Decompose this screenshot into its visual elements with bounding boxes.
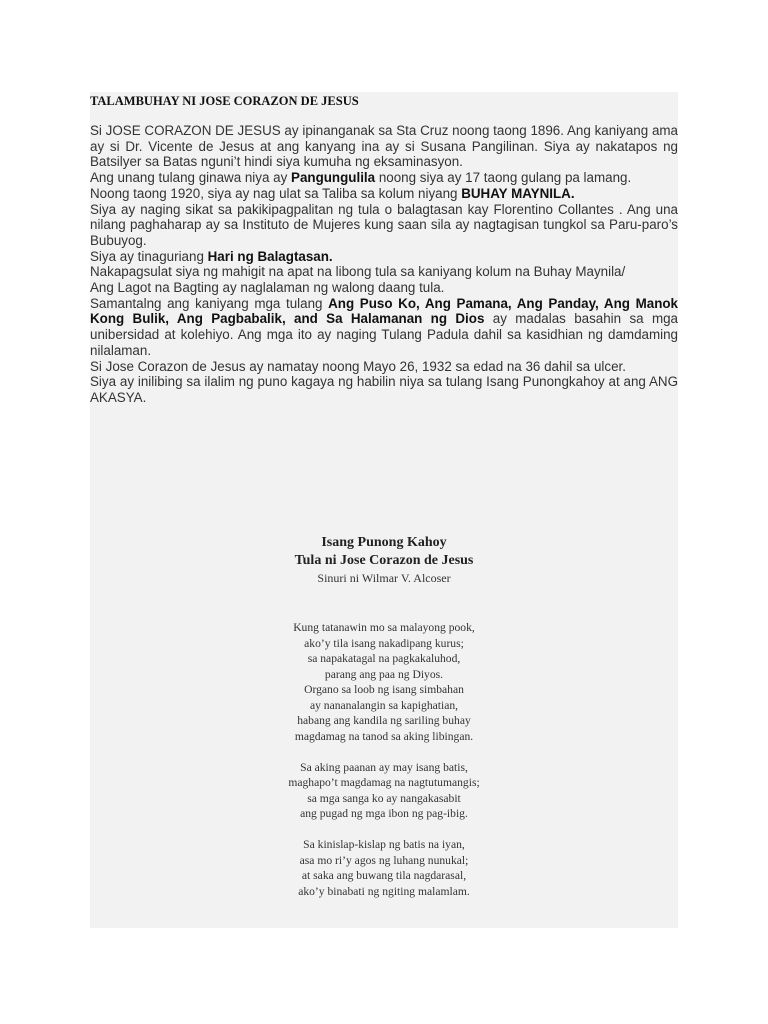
poem-title: Isang Punong Kahoy [321,535,447,550]
poem-stanza [90,837,678,899]
bio-paragraph: Si Jose Corazon de Jesus ay namatay noong Mayo 26, 1932 sa edad na 36 dahil sa ulcer. [90,358,626,374]
bio-bold-text: BUHAY MAYNILA. [461,185,575,201]
poem-line: Sa kinislap-kislap ng batis na iyan, [303,838,465,851]
biography-title: TALAMBUHAY NI JOSE CORAZON DE JESUS [90,94,359,108]
poem-line: ako’y binabati ng ngiting malamlam. [298,884,470,898]
poem-line: habang ang kandila ng sariling buhay [297,714,471,727]
bio-paragraph: Si JOSE CORAZON DE JESUS ay ipinanganak sa Sta Cruz noong taong 1896. Ang kaniyang ama ay si Dr. Vicente de Jesus at ang kanyang ina ay si Susana Pangilinan. Siya ay nakatapos ng Batsilyer sa Batas nguni’t hindi siya kumuha ng eksaminasyon. [90,123,678,170]
bio-paragraph [90,249,678,265]
poem-subtitle: Tula ni Jose Corazon de Jesus [294,553,474,568]
poem-line: maghapo’t magdamag na nagtutumangis; [288,776,480,789]
bio-text: Noong taong 1920, siya ay nag ulat sa Taliba sa kolum niyang [90,185,462,201]
poem-line: ako’y tila isang nakadipang kurus; [304,636,464,650]
bio-paragraph: Nakapagsulat siya ng mahigit na apat na libong tula sa kaniyang kolum na Buhay Maynila/ [90,264,626,280]
poem-stanzas [90,620,678,899]
bio-paragraph: Siya ay naging sikat sa pakikipagpalitan ng tula o balagtasan kay Florentino Collantes . Ang una nilang paghaharap ay sa Instituto de Mujeres kung saan sila ay nagtagisan tungkol sa Paru-paro’s Bubuyog. [90,201,678,248]
poem-line: Kung tatanawin mo sa malayong pook, [293,621,475,634]
bio-text: Ang unang tulang ginawa niya ay [90,170,292,186]
bio-paragraph [90,170,678,186]
bio-text: noong siya ay 17 taong gulang pa lamang. [375,170,632,186]
poem-line: Sa aking paanan ay may isang batis, [300,760,468,774]
poem-reviewer: Sinuri ni Wilmar V. Alcoser [317,571,451,585]
poem-line: Organo sa loob ng isang simbahan [304,683,464,696]
poem-line: sa mga sanga ko ay nangakasabit [307,791,461,805]
bio-bold-text: Ang Puso Ko, Ang Pamana, Ang Panday, Ang Manok Kong Bulik, Ang Pagbabalik, and Sa Halamanan ng Dios [90,295,678,327]
bio-bold-text: Hari ng Balagtasan. [207,248,333,264]
document-page [90,92,678,928]
bio-paragraph: Siya ay inilibing sa ilalim ng puno kagaya ng habilin niya sa tulang Isang Punongkahoy at ang ANG AKASYA. [90,374,678,405]
bio-paragraph: Ang Lagot na Bagting ay naglalaman ng walong daang tula. [90,280,445,296]
poem-line: at saka ang buwang tila nagdarasal, [301,869,467,882]
bio-paragraph [90,186,678,202]
poem-line: parang ang paa ng Diyos. [324,667,444,681]
poem-line: ay nananalangin sa kapighatian, [309,698,459,712]
poem-stanza [90,620,678,744]
poem-line: magdamag na tanod sa aking libingan. [294,729,474,743]
poem-line: ang pugad ng mga ibon ng pag-ibig. [300,807,468,820]
poem-line: sa napakatagal na pagkakaluhod, [307,652,461,665]
poem-line: asa mo ri’y agos ng luhang nunukal; [299,853,469,867]
biography-body [90,123,678,406]
bio-bold-text: Pangungulila [291,170,376,186]
bio-paragraph [90,296,678,359]
bio-text: ay madalas basahin sa mga unibersidad at kolehiyo. Ang mga ito ay naging Tulang Padula dahil sa kasidhian ng damdaming nilalaman. [90,311,678,358]
bio-text: Samantalng ang kaniyang mga tulang [90,295,329,311]
bio-text: Siya ay tinaguriang [90,248,208,264]
poem-section [90,534,678,915]
poem-stanza [90,760,678,822]
